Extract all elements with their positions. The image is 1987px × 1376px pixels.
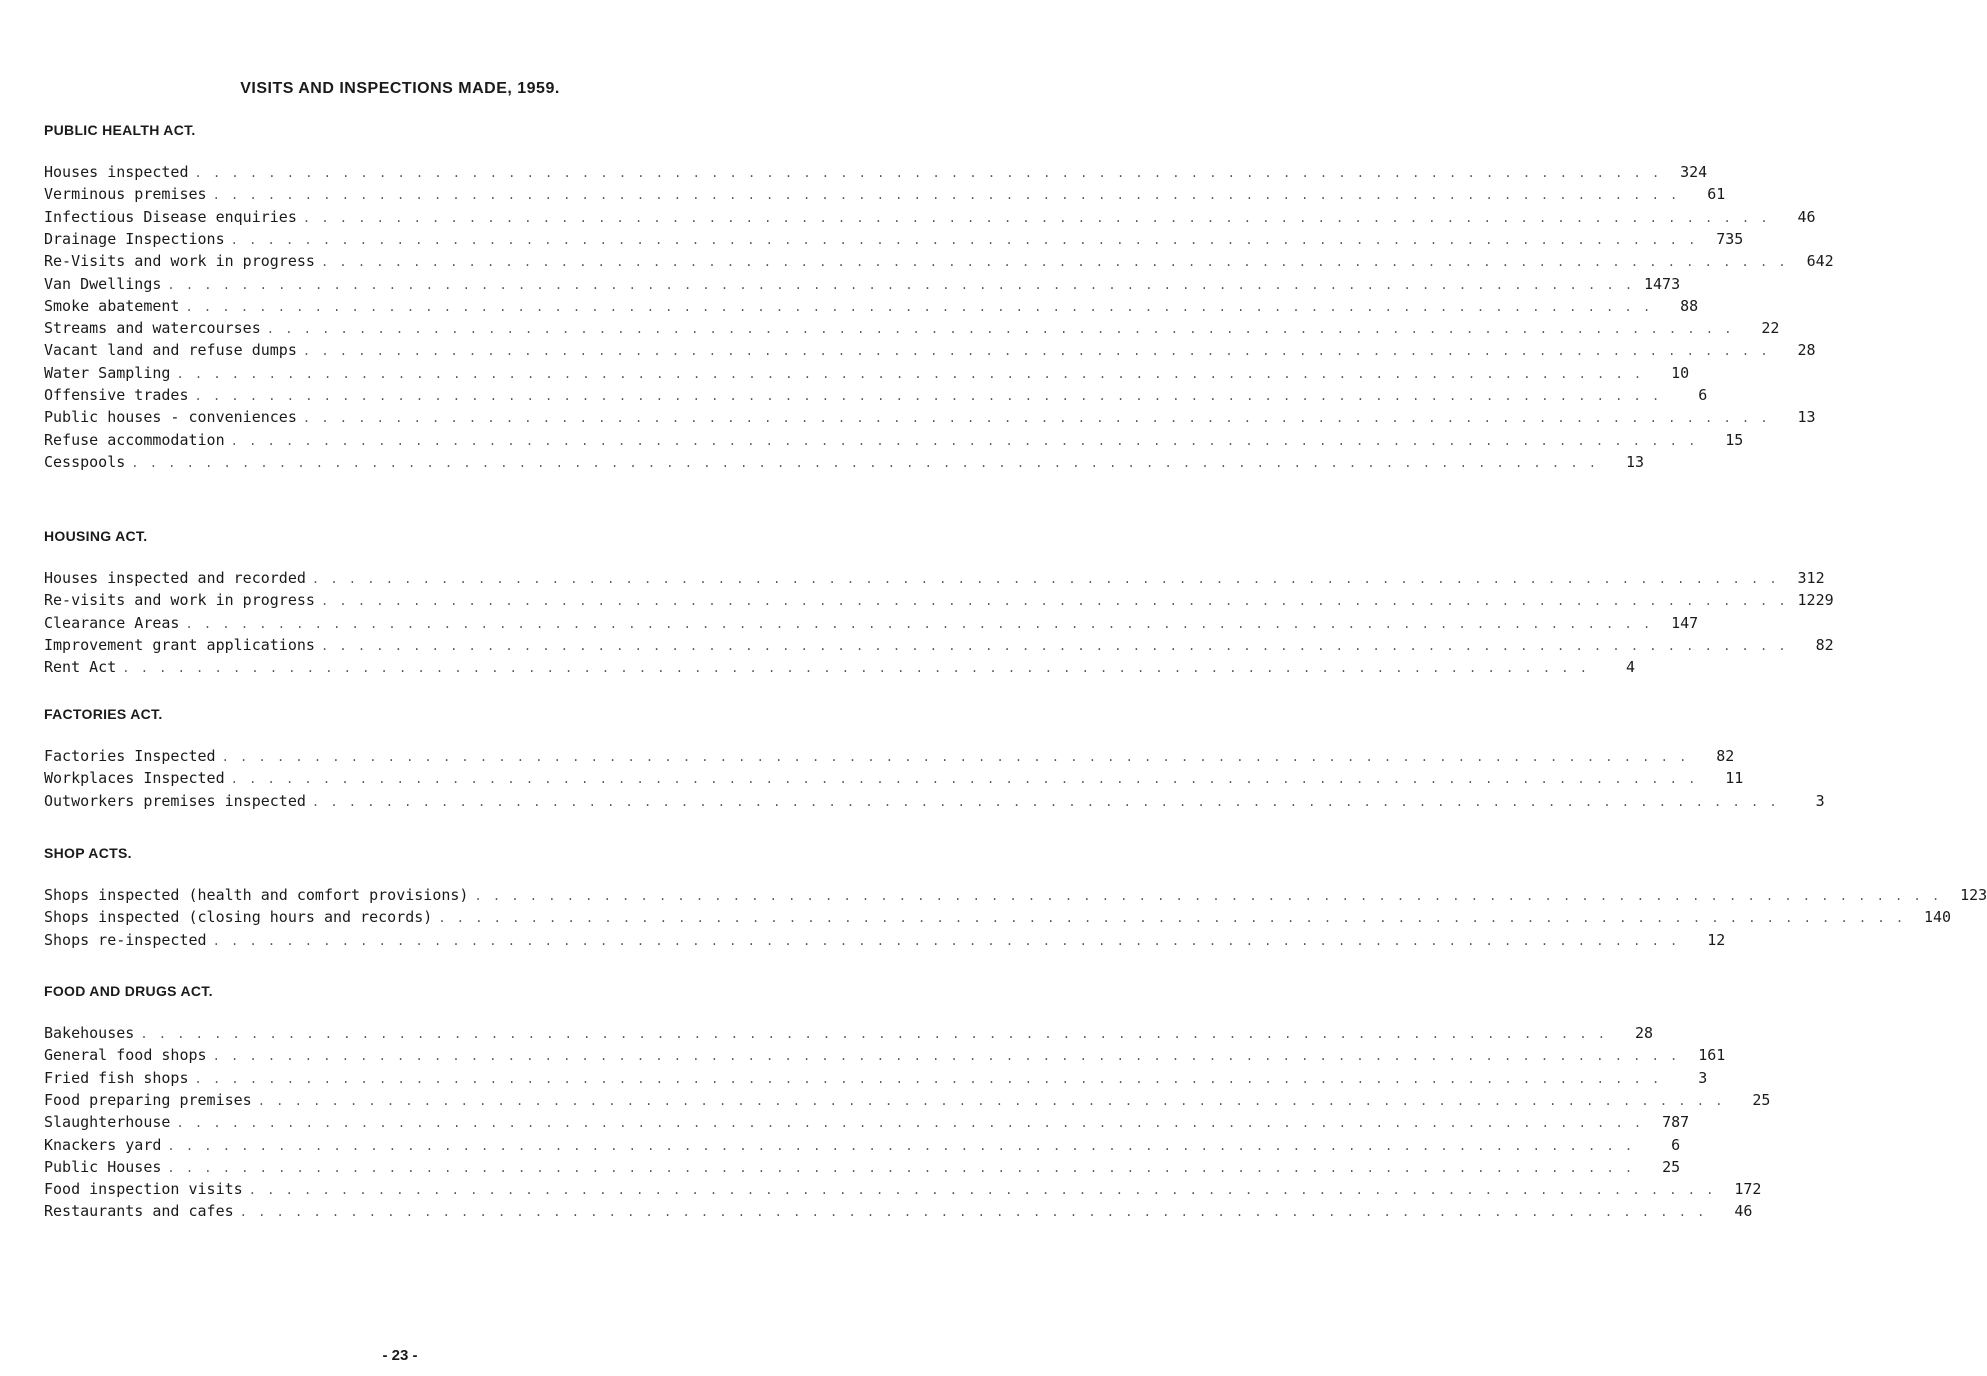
row-value: 172 bbox=[1734, 1180, 1762, 1199]
dot-leader: . . . . . . . . . . . . . . . . . . . . . . . . . . . . . . . . . . . . . . . . . . . . . . . . . . . . . . . . . . . . . . . . . . . . . . . . . . . . . . . . bbox=[185, 616, 1653, 631]
dot-leader: . . . . . . . . . . . . . . . . . . . . . . . . . . . . . . . . . . . . . . . . . . . . . . . . . . . . . . . . . . . . . . . . . . . . . . . . . . . . . . . . bbox=[167, 1138, 1635, 1153]
dot-leader: . . . . . . . . . . . . . . . . . . . . . . . . . . . . . . . . . . . . . . . . . . . . . . . . . . . . . . . . . . . . . . . . . . . . . . . . . . . . . . . . bbox=[212, 1049, 1680, 1064]
row-label: Verminous premises bbox=[44, 185, 207, 204]
table-row bbox=[44, 295, 1699, 317]
row-value: 11 bbox=[1725, 769, 1744, 788]
table-row bbox=[44, 906, 1952, 928]
row-label: General food shops bbox=[44, 1046, 207, 1065]
table-row bbox=[44, 183, 1726, 205]
row-value: 324 bbox=[1680, 163, 1708, 181]
table-row bbox=[44, 745, 1735, 767]
row-value: 13 bbox=[1625, 452, 1644, 471]
row-value: 13 bbox=[1797, 408, 1816, 427]
row-label: Vacant land and refuse dumps bbox=[44, 341, 297, 360]
row-label: Houses inspected bbox=[44, 163, 189, 181]
table-row bbox=[44, 429, 1744, 451]
dot-leader: . . . . . . . . . . . . . . . . . . . . . . . . . . . . . . . . . . . . . . . . . . . . . . . . . . . . . . . . . . . . . . . . . . . . . . . . . . . . . . . . bbox=[194, 1071, 1662, 1086]
table-row bbox=[44, 228, 1744, 250]
table-row bbox=[44, 1022, 1654, 1044]
dot-leader: . . . . . . . . . . . . . . . . . . . . . . . . . . . . . . . . . . . . . . . . . . . . . . . . . . . . . . . . . . . . . . . . . . . . . . . . . . . . . . . . bbox=[311, 572, 1779, 586]
row-label: Clearance Areas bbox=[44, 613, 180, 632]
table-row bbox=[44, 339, 1816, 361]
row-label: Public houses - conveniences bbox=[44, 408, 297, 427]
dot-leader: . . . . . . . . . . . . . . . . . . . . . . . . . . . . . . . . . . . . . . . . . . . . . . . . . . . . . . . . . . . . . . . . . . . . . . . . . . . . . . . . bbox=[176, 1116, 1644, 1131]
row-label: Shops re-inspected bbox=[44, 930, 207, 949]
row-value: 312 bbox=[1797, 569, 1825, 587]
section-heading: SHOP ACTS. bbox=[44, 845, 132, 861]
row-value: 25 bbox=[1752, 1090, 1771, 1109]
row-label: Offensive trades bbox=[44, 386, 189, 404]
dot-leader: . . . . . . . . . . . . . . . . . . . . . . . . . . . . . . . . . . . . . . . . . . . . . . . . . . . . . . . . . . . . . . . . . . . . . . . . . . . . . . . . bbox=[320, 255, 1788, 270]
dot-leader: . . . . . . . . . . . . . . . . . . . . . . . . . . . . . . . . . . . . . . . . . . . . . . . . . . . . . . . . . . . . . . . . . . . . . . . . . . . . . . . . bbox=[212, 188, 1680, 203]
row-value: 787 bbox=[1662, 1113, 1690, 1132]
table-row bbox=[44, 1089, 1771, 1111]
table-row bbox=[44, 451, 1644, 473]
row-value: 15 bbox=[1725, 430, 1744, 449]
row-value: 82 bbox=[1815, 635, 1834, 654]
dot-leader: . . . . . . . . . . . . . . . . . . . . . . . . . . . . . . . . . . . . . . . . . . . . . . . . . . . . . . . . . . . . . . . . . . . . . . . . . . . . . . . . bbox=[230, 772, 1698, 787]
table-row bbox=[44, 161, 1708, 183]
dot-leader: . . . . . . . . . . . . . . . . . . . . . . . . . . . . . . . . . . . . . . . . . . . . . . . . . . . . . . . . . . . . . . . . . . . . . . . . . . . . . . . . bbox=[320, 594, 1788, 609]
row-value: 3 bbox=[1815, 791, 1825, 810]
dot-leader: . . . . . . . . . . . . . . . . . . . . . . . . . . . . . . . . . . . . . . . . . . . . . . . . . . . . . . . . . . . . . . . . . . . . . . . . . . . . . . . . bbox=[122, 661, 1589, 676]
row-label: Houses inspected and recorded bbox=[44, 569, 306, 587]
dot-leader: . . . . . . . . . . . . . . . . . . . . . . . . . . . . . . . . . . . . . . . . . . . . . . . . . . . . . . . . . . . . . . . . . . . . . . . . . . . . . . . . bbox=[266, 322, 1734, 337]
row-label: Factories Inspected bbox=[44, 747, 216, 765]
dot-leader: . . . . . . . . . . . . . . . . . . . . . . . . . . . . . . . . . . . . . . . . . . . . . . . . . . . . . . . . . . . . . . . . . . . . . . . . . . . . . . . . bbox=[221, 750, 1689, 764]
page-number: - 23 - bbox=[382, 1347, 418, 1364]
table-row bbox=[44, 1156, 1681, 1178]
row-value: 46 bbox=[1734, 1202, 1753, 1221]
section-heading: FOOD AND DRUGS ACT. bbox=[44, 983, 213, 999]
row-value: 6 bbox=[1698, 386, 1708, 404]
row-label: Rent Act bbox=[44, 658, 117, 677]
dot-leader: . . . . . . . . . . . . . . . . . . . . . . . . . . . . . . . . . . . . . . . . . . . . . . . . . . . . . . . . . . . . . . . . . . . . . . . . . . . . . . . . bbox=[438, 911, 1906, 926]
row-value: 61 bbox=[1707, 185, 1726, 204]
table-row bbox=[44, 250, 1834, 272]
dot-leader: . . . . . . . . . . . . . . . . . . . . . . . . . . . . . . . . . . . . . . . . . . . . . . . . . . . . . . . . . . . . . . . . . . . . . . . . . . . . . . . . bbox=[230, 232, 1698, 247]
row-value: 46 bbox=[1797, 207, 1816, 226]
row-value: 735 bbox=[1716, 229, 1744, 248]
table-row bbox=[44, 362, 1690, 384]
dot-leader: . . . . . . . . . . . . . . . . . . . . . . . . . . . . . . . . . . . . . . . . . . . . . . . . . . . . . . . . . . . . . . . . . . . . . . . . . . . . . . . . bbox=[302, 411, 1770, 426]
row-value: 1473 bbox=[1644, 274, 1681, 293]
row-value: 28 bbox=[1797, 341, 1816, 360]
row-label: Food inspection visits bbox=[44, 1180, 243, 1199]
row-value: 28 bbox=[1634, 1024, 1654, 1042]
table-row bbox=[44, 790, 1825, 812]
dot-leader: . . . . . . . . . . . . . . . . . . . . . . . . . . . . . . . . . . . . . . . . . . . . . . . . . . . . . . . . . . . . . . . . . . . . . . . . . . . . . . . . bbox=[167, 1160, 1635, 1175]
row-value: 1229 bbox=[1797, 591, 1834, 610]
table-row bbox=[44, 767, 1744, 789]
dot-leader: . . . . . . . . . . . . . . . . . . . . . . . . . . . . . . . . . . . . . . . . . . . . . . . . . . . . . . . . . . . . . . . . . . . . . . . . . . . . . . . . bbox=[257, 1093, 1725, 1108]
row-label: Cesspools bbox=[44, 452, 126, 471]
dot-leader: . . . . . . . . . . . . . . . . . . . . . . . . . . . . . . . . . . . . . . . . . . . . . . . . . . . . . . . . . . . . . . . . . . . . . . . . . . . . . . . . bbox=[248, 1183, 1716, 1198]
table-row bbox=[44, 634, 1834, 656]
row-value: 3 bbox=[1698, 1068, 1708, 1087]
dot-leader: . . . . . . . . . . . . . . . . . . . . . . . . . . . . . . . . . . . . . . . . . . . . . . . . . . . . . . . . . . . . . . . . . . . . . . . . . . . . . . . . bbox=[302, 210, 1770, 225]
row-label: Food preparing premises bbox=[44, 1090, 252, 1109]
row-label: Slaughterhouse bbox=[44, 1113, 171, 1132]
section-heading: PUBLIC HEALTH ACT. bbox=[44, 122, 196, 138]
row-value: 6 bbox=[1671, 1135, 1681, 1154]
table-row bbox=[44, 317, 1780, 339]
row-value: 25 bbox=[1662, 1157, 1681, 1176]
row-label: Knackers yard bbox=[44, 1135, 162, 1154]
dot-leader: . . . . . . . . . . . . . . . . . . . . . . . . . . . . . . . . . . . . . . . . . . . . . . . . . . . . . . . . . . . . . . . . . . . . . . . . . . . . . . . . bbox=[302, 344, 1770, 359]
row-label: Fried fish shops bbox=[44, 1068, 189, 1087]
table-row bbox=[44, 929, 1726, 951]
table-row bbox=[44, 884, 1987, 906]
table-row bbox=[44, 1134, 1681, 1156]
dot-leader: . . . . . . . . . . . . . . . . . . . . . . . . . . . . . . . . . . . . . . . . . . . . . . . . . . . . . . . . . . . . . . . . . . . . . . . . . . . . . . . . bbox=[140, 1027, 1608, 1041]
row-value: 161 bbox=[1698, 1046, 1726, 1065]
row-label: Smoke abatement bbox=[44, 296, 180, 315]
row-label: Restaurants and cafes bbox=[44, 1202, 234, 1221]
row-label: Water Sampling bbox=[44, 363, 171, 382]
row-value: 12 bbox=[1707, 930, 1726, 949]
row-label: Re-visits and work in progress bbox=[44, 591, 315, 610]
table-row bbox=[44, 656, 1635, 678]
dot-leader: . . . . . . . . . . . . . . . . . . . . . . . . . . . . . . . . . . . . . . . . . . . . . . . . . . . . . . . . . . . . . . . . . . . . . . . . . . . . . . . . bbox=[320, 638, 1788, 653]
dot-leader: . . . . . . . . . . . . . . . . . . . . . . . . . . . . . . . . . . . . . . . . . . . . . . . . . . . . . . . . . . . . . . . . . . . . . . . . . . . . . . . . bbox=[474, 889, 1942, 903]
dot-leader: . . . . . . . . . . . . . . . . . . . . . . . . . . . . . . . . . . . . . . . . . . . . . . . . . . . . . . . . . . . . . . . . . . . . . . . . . . . . . . . . bbox=[194, 389, 1662, 403]
row-value: 82 bbox=[1716, 747, 1735, 765]
table-row bbox=[44, 1067, 1708, 1089]
row-label: Van Dwellings bbox=[44, 274, 162, 293]
row-label: Improvement grant applications bbox=[44, 635, 315, 654]
table-row bbox=[44, 384, 1708, 406]
row-label: Refuse accommodation bbox=[44, 430, 225, 449]
row-label: Outworkers premises inspected bbox=[44, 791, 306, 810]
table-row bbox=[44, 1044, 1726, 1066]
row-value: 140 bbox=[1923, 908, 1952, 927]
row-label: Public Houses bbox=[44, 1157, 162, 1176]
table-row bbox=[44, 1111, 1690, 1133]
row-value: 22 bbox=[1761, 319, 1780, 338]
row-label: Drainage Inspections bbox=[44, 229, 225, 248]
row-label: Re-Visits and work in progress bbox=[44, 252, 315, 271]
dot-leader: . . . . . . . . . . . . . . . . . . . . . . . . . . . . . . . . . . . . . . . . . . . . . . . . . . . . . . . . . . . . . . . . . . . . . . . . . . . . . . . . bbox=[239, 1205, 1707, 1220]
row-label: Shops inspected (closing hours and records) bbox=[44, 908, 433, 927]
section-heading: HOUSING ACT. bbox=[44, 528, 148, 544]
dot-leader: . . . . . . . . . . . . . . . . . . . . . . . . . . . . . . . . . . . . . . . . . . . . . . . . . . . . . . . . . . . . . . . . . . . . . . . . . . . . . . . . bbox=[230, 433, 1698, 448]
dot-leader: . . . . . . . . . . . . . . . . . . . . . . . . . . . . . . . . . . . . . . . . . . . . . . . . . . . . . . . . . . . . . . . . . . . . . . . . . . . . . . . . bbox=[167, 277, 1635, 292]
row-value: 10 bbox=[1671, 363, 1690, 382]
table-row bbox=[44, 273, 1681, 295]
row-label: Streams and watercourses bbox=[44, 319, 261, 338]
dot-leader: . . . . . . . . . . . . . . . . . . . . . . . . . . . . . . . . . . . . . . . . . . . . . . . . . . . . . . . . . . . . . . . . . . . . . . . . . . . . . . . . bbox=[176, 366, 1644, 381]
dot-leader: . . . . . . . . . . . . . . . . . . . . . . . . . . . . . . . . . . . . . . . . . . . . . . . . . . . . . . . . . . . . . . . . . . . . . . . . . . . . . . . . bbox=[311, 794, 1779, 809]
row-value: 88 bbox=[1680, 296, 1699, 315]
table-row bbox=[44, 406, 1816, 428]
table-row bbox=[44, 612, 1699, 634]
section-heading: FACTORIES ACT. bbox=[44, 706, 163, 722]
row-value: 147 bbox=[1671, 613, 1699, 632]
row-value: 123 bbox=[1960, 886, 1987, 904]
row-label: Infectious Disease enquiries bbox=[44, 207, 297, 226]
table-row bbox=[44, 1200, 1753, 1222]
page-title: VISITS AND INSPECTIONS MADE, 1959. bbox=[240, 80, 560, 97]
table-row bbox=[44, 589, 1834, 611]
row-label: Workplaces Inspected bbox=[44, 769, 225, 788]
dot-leader: . . . . . . . . . . . . . . . . . . . . . . . . . . . . . . . . . . . . . . . . . . . . . . . . . . . . . . . . . . . . . . . . . . . . . . . . . . . . . . . . bbox=[194, 166, 1662, 180]
dot-leader: . . . . . . . . . . . . . . . . . . . . . . . . . . . . . . . . . . . . . . . . . . . . . . . . . . . . . . . . . . . . . . . . . . . . . . . . . . . . . . . . bbox=[212, 933, 1680, 948]
dot-leader: . . . . . . . . . . . . . . . . . . . . . . . . . . . . . . . . . . . . . . . . . . . . . . . . . . . . . . . . . . . . . . . . . . . . . . . . . . . . . . . . bbox=[131, 455, 1598, 470]
row-value: 642 bbox=[1806, 252, 1834, 271]
table-row bbox=[44, 206, 1816, 228]
row-value: 4 bbox=[1625, 658, 1635, 677]
row-label: Bakehouses bbox=[44, 1024, 135, 1042]
row-label: Shops inspected (health and comfort provisions) bbox=[44, 886, 469, 904]
table-row bbox=[44, 567, 1825, 589]
dot-leader: . . . . . . . . . . . . . . . . . . . . . . . . . . . . . . . . . . . . . . . . . . . . . . . . . . . . . . . . . . . . . . . . . . . . . . . . . . . . . . . . bbox=[185, 299, 1653, 314]
table-row bbox=[44, 1178, 1762, 1200]
